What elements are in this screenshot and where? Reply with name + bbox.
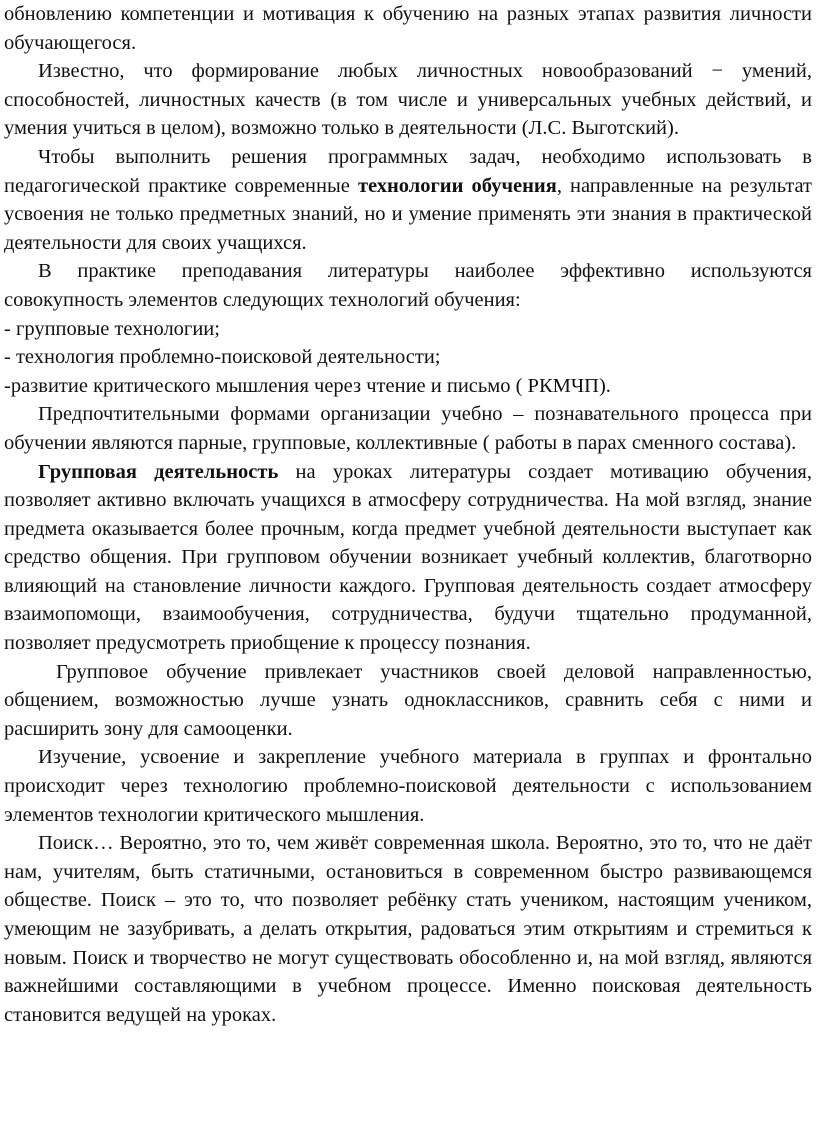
paragraph-group-activity — [4, 458, 812, 658]
list-item: - групповые технологии; — [4, 317, 220, 340]
paragraph-continuation: обновлению компетенции и мотивация к обучению на разных этапах развития личности обучающегося. — [4, 3, 812, 54]
paragraph-technologies-text-end: , направленные на результат усвоения не только предметных знаний, но и умение применять эти знания в практической деятельности для своих учащихся. — [4, 174, 813, 254]
list-item: -развитие критического мышления через чтение и письмо ( РКМЧП). — [4, 374, 611, 397]
paragraph-group-learning: Групповое обучение привлекает участников своей деловой направленностью, общением, возможностью лучше узнать одноклассников, сравнить себя с ними и расширить зону для самооценки. — [4, 660, 812, 740]
bold-term-technologies: технологии обучения — [357, 174, 557, 197]
paragraph-search: Поиск… Вероятно, это то, чем живёт современная школа. Вероятно, это то, что не даёт нам, учителям, быть статичными, остановиться в современном быстро развивающемся обществе. Поиск – это то, что позволяет ребёнку стать учеником, настоящим учеником, умеющим не зазубривать, а делать открытия, радоваться этим открытиям и стремиться к новым. Поиск и творчество не могут существовать обособленно и, на мой взгляд, являются важнейшими составляющими в учебном процессе. Именно поисковая деятельность становится ведущей на уроках. — [4, 832, 812, 1026]
paragraph-technologies-text: Чтобы выполнить решения программных задач, необходимо использовать в педагогической практике современные — [4, 145, 812, 197]
list-item: - технология проблемно-поисковой деятельности; — [4, 346, 441, 369]
paragraph-literature-practice: В практике преподавания литературы наиболее эффективно используются совокупность элементов следующих технологий обучения: — [4, 260, 812, 311]
paragraph-vygotsky: Известно, что формирование любых личностных новообразований − умений, способностей, личностных качеств (в том числе и универсальных учебных действий, и умения учиться в целом), возможно только в деятельности (Л.С. Выготский). — [4, 60, 812, 140]
paragraph-technologies — [4, 143, 812, 257]
bold-term-group-activity: Групповая деятельность — [38, 460, 279, 483]
paragraph-forms: Предпочтительными формами организации учебно – познавательного процесса при обучении являются парные, групповые, коллективные ( работы в парах сменного состава). — [4, 403, 812, 454]
paragraph-group-activity-text: на уроках литературы создает мотивацию обучения, позволяет активно включать учащихся в атмосферу сотрудничества. На мой взгляд, знание предмета оказывается более прочным, когда предмет учебной деятельности выступает как средство общения. При групповом обучении возникает учебный коллектив, благотворно влияющий на становление личности каждого. Групповая деятельность создает атмосферу взаимопомощи, взаимообучения, сотрудничества, будучи тщательно продуманной, позволяет предусмотреть приобщение к процессу познания. — [4, 460, 812, 655]
paragraph-study: Изучение, усвоение и закрепление учебного материала в группах и фронтально происходит через технологию проблемно-поисковой деятельности с использованием элементов технологии критического мышления. — [4, 746, 812, 826]
